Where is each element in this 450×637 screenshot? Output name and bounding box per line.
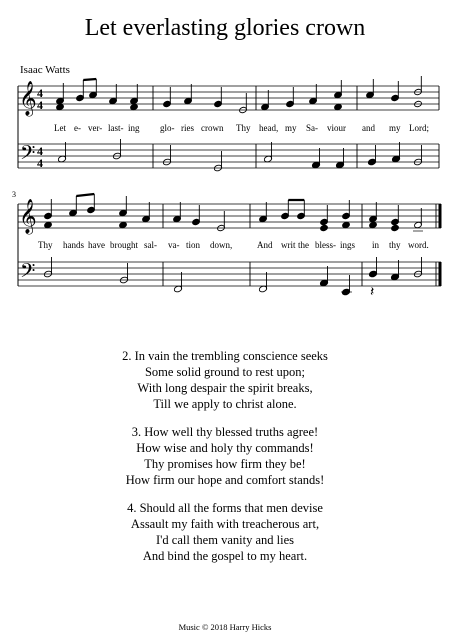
verse-line: Some solid ground to rest upon; [144,365,306,379]
lyric-syllable: down, [210,240,233,250]
verse-4 [0,500,450,564]
lyric-syllable: Lord; [409,123,429,133]
verse-line: How wise and holy thy commands! [136,441,314,455]
lyric-syllable: my [389,123,401,133]
bass-notes-2 [44,257,423,296]
bass-staff-2 [18,262,441,286]
lyric-syllable: sal- [144,240,157,250]
bass-clef-2: 𝄢 [20,259,36,287]
song-title: Let everlasting glories crown [84,15,366,41]
measure-number: 3 [12,190,16,199]
lyric-syllable: last- [108,123,124,133]
bass-clef-1: 𝄢 [20,141,36,169]
treble-notes-2 [44,194,423,232]
lyric-syllable: writ [281,240,296,250]
lyric-syllable: ings [340,240,356,250]
verse-2 [0,348,450,412]
lyric-syllable: Thy [236,123,251,133]
verse-line: With long despair the spirit breaks, [137,381,313,395]
verse-line: Till we apply to christ alone. [153,397,297,411]
copyright-footer: Music © 2018 Harry Hicks [178,622,272,632]
lyric-syllable: crown [201,123,224,133]
lyric-syllable: hands [63,240,84,250]
lyric-syllable: my [285,123,297,133]
lyric-syllable: thy [389,240,401,250]
lyric-syllable: va- [168,240,180,250]
verse-line: 2. In vain the trembling conscience seeks [122,349,328,363]
treble-clef-1: 𝄞 [19,81,37,116]
lyrics-1 [54,123,429,133]
lyric-syllable: And [257,240,273,250]
time-sig-bottom-bass: 4 [37,156,43,170]
lyric-syllable: bless- [315,240,336,250]
lyric-syllable: brought [110,240,138,250]
lyric-syllable: glo- [160,123,175,133]
lyric-syllable: the [298,240,309,250]
time-sig-top-bass: 4 [37,144,43,158]
lyric-syllable: word. [408,240,429,250]
lyric-syllable: in [372,240,380,250]
treble-clef-2: 𝄞 [19,199,37,234]
lyric-syllable: tion [186,240,201,250]
time-sig-top-treble: 4 [37,86,43,100]
verse-line: Thy promises how firm they be! [144,457,306,471]
composer-name: Isaac Watts [20,64,70,76]
verse-line: 4. Should all the forms that men devise [127,501,323,515]
verse-line: How firm our hope and comfort stands! [125,473,325,487]
verse-line: 3. How well thy blessed truths agree! [131,425,319,439]
verse-3 [0,424,450,488]
time-sig-bottom-treble: 4 [37,98,43,112]
rest-glyph: 𝄽 [370,284,375,300]
lyric-syllable: viour [327,123,346,133]
lyric-syllable: Thy [38,240,53,250]
lyric-syllable: Sa- [306,123,318,133]
lyric-syllable: ver- [88,123,103,133]
lyric-syllable: Let [54,123,66,133]
verse-line: I'd call them vanity and lies [156,533,294,547]
treble-notes-1 [56,76,423,114]
lyric-syllable: e- [74,123,81,133]
lyric-syllable: ing [128,123,140,133]
lyrics-2 [38,240,429,250]
lyric-syllable: head, [259,123,279,133]
treble-staff-2 [18,204,441,228]
lyric-syllable: and [362,123,375,133]
lyric-syllable: ries [181,123,194,133]
lyric-syllable: have [88,240,105,250]
verse-line: And bind the gospel to my heart. [142,549,308,563]
verse-line: Assault my faith with treacherous art, [130,517,320,531]
